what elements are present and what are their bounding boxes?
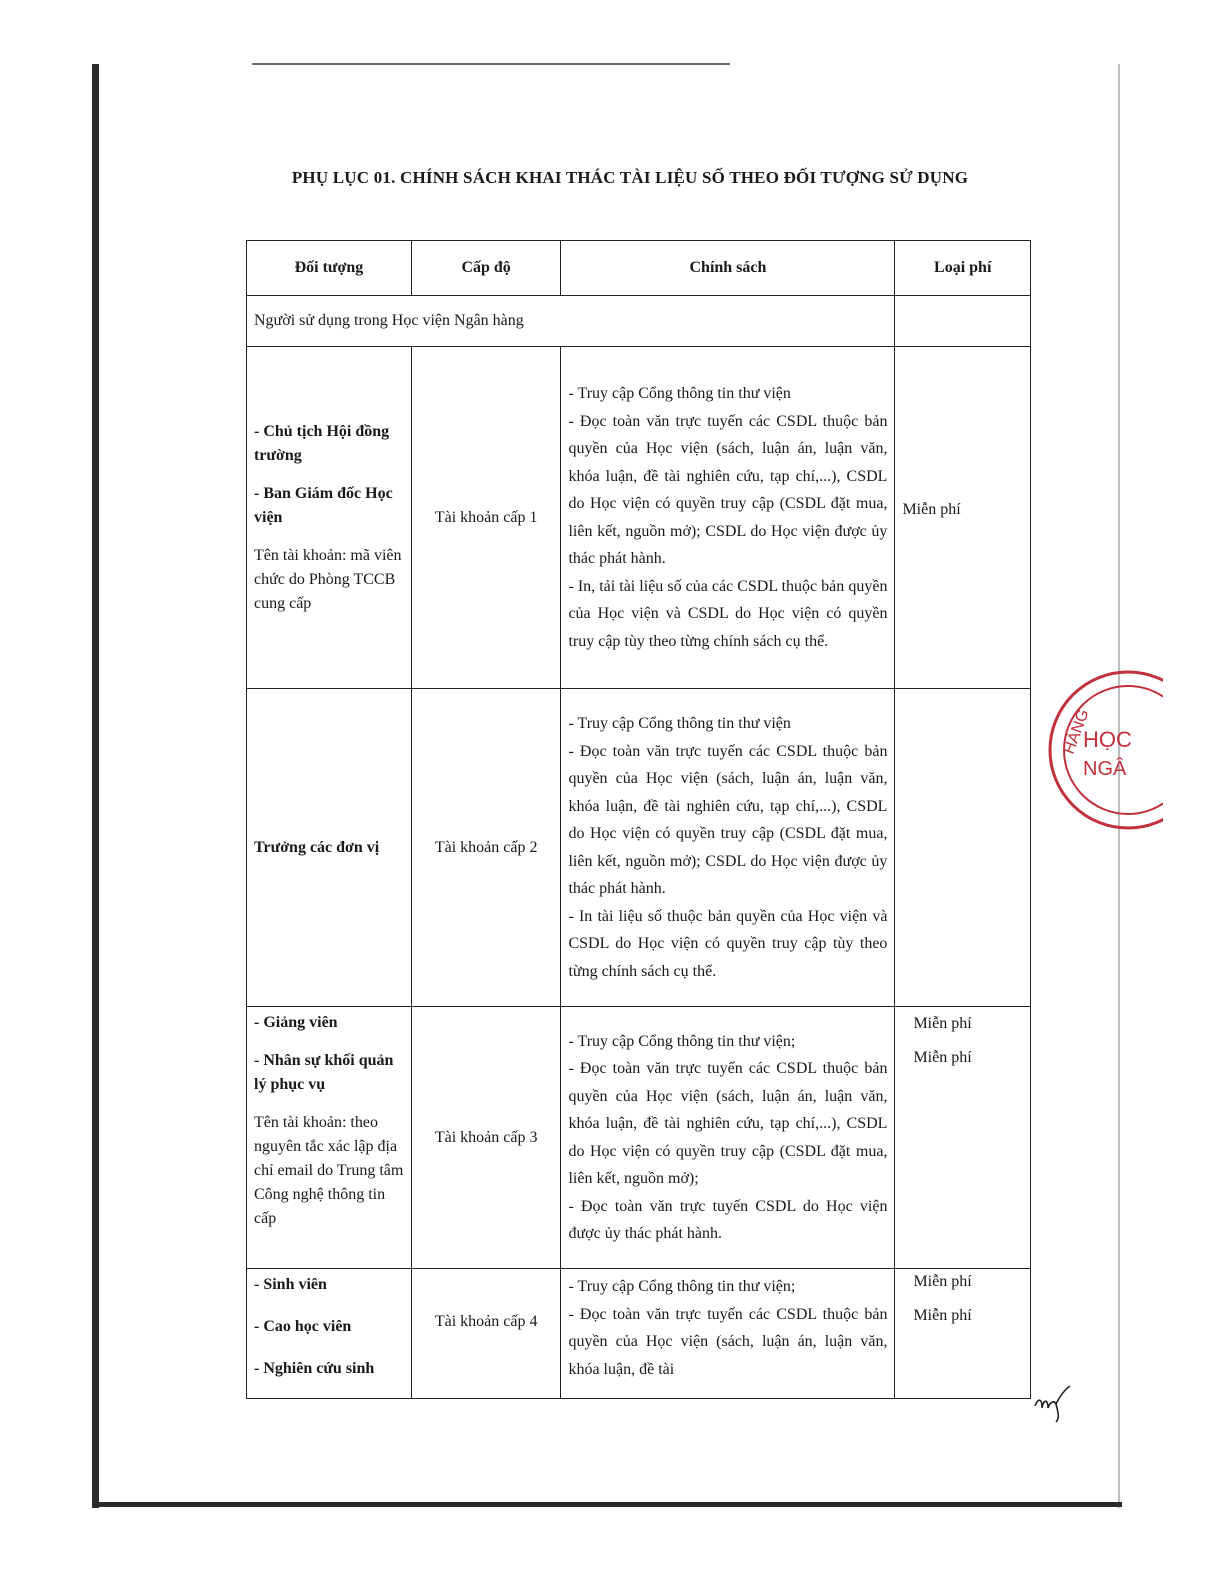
policy-cell (561, 1007, 895, 1269)
header-rule (252, 63, 730, 65)
fee-cell (895, 1269, 1031, 1399)
policy-item: - Đọc toàn văn trực tuyến các CSDL thuộc bản quyền của Học viện (sách, luận án, luận văn, khóa luận, đề tài nghiên cứu, tạp chí,...), CSDL do Học viện có quyền truy cập (CSDL đặt mua, liên kết, nguồn mở); CSDL do Học viện được ủy thác phát hành. (568, 742, 888, 897)
fee-label: Miễn phí (913, 1307, 972, 1324)
subject-line: - Nhân sự khối quản lý phục vụ (254, 1052, 394, 1093)
subject-line: Trưởng các đơn vị (254, 838, 380, 856)
policy-item: - Truy cập Cổng thông tin thư viện (568, 715, 791, 732)
fee-label: Miễn phí (913, 1015, 972, 1032)
svg-text:HÀNG: HÀNG (1060, 707, 1093, 757)
policy-item: - Đọc toàn văn trực tuyến CSDL do Học viện được ủy thác phát hành. (568, 1197, 888, 1242)
account-note: Tên tài khoản: mã viên chức do Phòng TCCB cung cấp (254, 546, 402, 612)
subject-line: - Sinh viên (254, 1276, 327, 1293)
table-row (247, 1269, 1031, 1399)
policy-item: - Truy cập Cổng thông tin thư viện (568, 385, 791, 402)
group-fee-empty (895, 296, 1031, 347)
header-policy: Chính sách (561, 241, 895, 296)
policy-item: - Truy cập Cổng thông tin thư viện; (568, 1278, 796, 1295)
policy-cell (561, 1269, 895, 1399)
level-cell: Tài khoản cấp 4 (411, 1269, 561, 1399)
fee-label: Miễn phí (913, 1273, 972, 1290)
level-cell: Tài khoản cấp 2 (411, 689, 561, 1007)
table-header-row (247, 241, 1031, 296)
subject-line: - Giảng viên (254, 1014, 338, 1031)
official-seal-stamp (1043, 665, 1163, 835)
header-subject: Đối tượng (247, 241, 412, 296)
policy-item: - Truy cập Cổng thông tin thư viện; (568, 1032, 796, 1050)
policy-item: - Đọc toàn văn trực tuyến các CSDL thuộc bản quyền của Học viện (sách, luận án, luận văn, khóa luận, đề tài nghiên cứu, tạp chí,...), CSDL do Học viện có quyền truy cập (CSDL đặt mua, liên kết, nguồn mở); (568, 1060, 888, 1187)
fee-cell (895, 1007, 1031, 1269)
table-row (247, 1007, 1031, 1269)
subject-line: - Nghiên cứu sinh (254, 1360, 375, 1377)
document-title: PHỤ LỤC 01. CHÍNH SÁCH KHAI THÁC TÀI LIỆU SỐ THEO ĐỐI TƯỢNG SỬ DỤNG (291, 168, 969, 187)
policy-cell (561, 347, 895, 689)
subject-line: - Cao học viên (254, 1318, 352, 1335)
group-row (247, 296, 1031, 347)
level-cell: Tài khoản cấp 3 (411, 1007, 561, 1269)
policy-item: - Đọc toàn văn trực tuyến các CSDL thuộc bản quyền của Học viện (sách, luận án, luận văn, khóa luận, đề tài (568, 1305, 888, 1378)
scan-border-left (92, 64, 99, 1508)
fee-label: Miễn phí (913, 1049, 972, 1066)
policy-table (246, 240, 1031, 1399)
fee-cell-empty (895, 689, 1031, 1007)
policy-cell (561, 689, 895, 1007)
header-fee: Loại phí (895, 241, 1031, 296)
svg-text:NGÂ: NGÂ (1083, 758, 1127, 780)
account-note: Tên tài khoản: theo nguyên tắc xác lập địa chỉ email do Trung tâm Công nghệ thông tin cấp (254, 1114, 404, 1227)
svg-text:HỌC: HỌC (1083, 727, 1132, 752)
level-cell: Tài khoản cấp 1 (411, 347, 561, 689)
group-label: Người sử dụng trong Học viện Ngân hàng (247, 296, 895, 347)
header-level: Cấp độ (411, 241, 561, 296)
fee-cell (895, 347, 1031, 689)
fee-label: Miễn phí (902, 500, 961, 518)
policy-item: - In, tải tài liệu số của các CSDL thuộc bản quyền của Học viện và CSDL do Học viện có quyền truy cập tùy theo từng chính sách cụ thể. (568, 577, 888, 650)
subject-cell (247, 347, 412, 689)
subject-line: - Chủ tịch Hội đồng trường (254, 422, 390, 464)
policy-item: - In tài liệu số thuộc bản quyền của Học viện và CSDL do Học viện có quyền truy cập tùy theo từng chính sách cụ thể. (568, 907, 888, 980)
table-row (247, 689, 1031, 1007)
scan-border-bottom (92, 1502, 1122, 1507)
subject-line: - Ban Giám đốc Học viện (254, 484, 393, 526)
table-row (247, 347, 1031, 689)
subject-cell (247, 1269, 412, 1399)
subject-cell (247, 1007, 412, 1269)
subject-cell (247, 689, 412, 1007)
handwritten-initials (1030, 1376, 1090, 1426)
policy-item: - Đọc toàn văn trực tuyến các CSDL thuộc bản quyền của Học viện (sách, luận án, luận văn, khóa luận, đề tài nghiên cứu, tạp chí,...), CSDL do Học viện có quyền truy cập (CSDL đặt mua, liên kết, nguồn mở); CSDL do Học viện được ủy thác phát hành. (568, 412, 888, 567)
